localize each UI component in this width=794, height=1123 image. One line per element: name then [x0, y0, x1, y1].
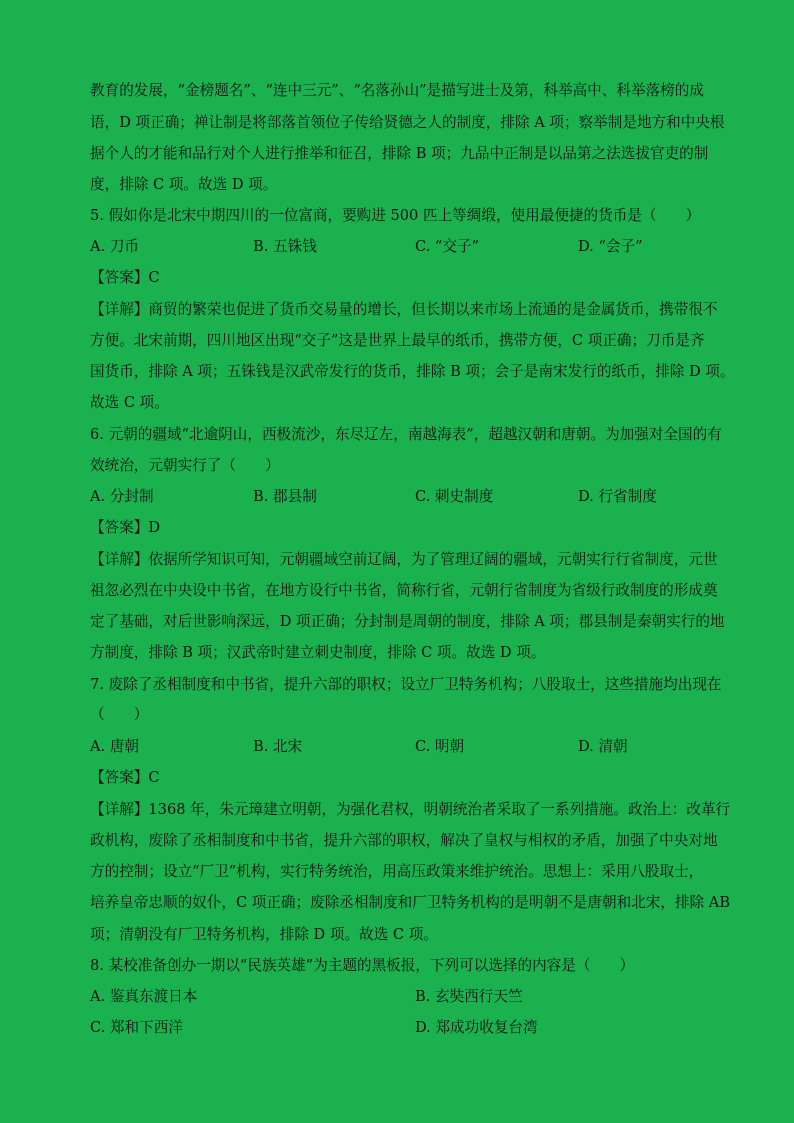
- q5-explanation-line: 方便。北宋前期，四川地区出现“交子”这是世界上最早的纸币，携带方便，C 项正确；刀币是齐: [90, 332, 705, 349]
- q5-option-c: C. “交子”: [415, 238, 480, 255]
- q6-explanation-line: 【详解】依据所学知识可知，元朝疆域空前辽阔，为了管理辽阔的疆域，元朝实行行省制度，元世: [90, 551, 718, 568]
- intro-line: 教育的发展，“金榜题名”、“连中三元”、“名落孙山”是描写进士及第，科举高中、科举落榜的成: [90, 82, 704, 99]
- q7-option-d: D. 清朝: [578, 738, 628, 755]
- q5-explanation-line: 故选 C 项。: [90, 394, 169, 411]
- q6-explanation-line: 祖忽必烈在中央设中书省，在地方设行中书省，简称行省，元朝行省制度为省级行政制度的形成奠: [90, 582, 718, 599]
- q7-explanation-line: 方的控制；设立“厂卫”机构，实行特务统治，用高压政策来维护统治。思想上：采用八股取士，: [90, 863, 704, 880]
- q6-answer: 【答案】D: [90, 519, 161, 536]
- q6-option-d: D. 行省制度: [578, 488, 657, 505]
- q7-explanation-line: 项；清朝没有厂卫特务机构，排除 D 项。故选 C 项。: [90, 926, 438, 943]
- q6-option-a: A. 分封制: [90, 488, 154, 505]
- q7-option-a: A. 唐朝: [90, 738, 140, 755]
- question-7-stem: （ ）: [90, 706, 149, 723]
- q5-explanation-line: 【详解】商贸的繁荣也促进了货币交易量的增长，但长期以来市场上流通的是金属货币，携带很不: [90, 301, 718, 318]
- q7-explanation-line: 培养皇帝忠顺的奴仆，C 项正确；废除丞相制度和厂卫特务机构的是明朝不是唐朝和北宋，排除 AB: [90, 894, 731, 911]
- q6-option-c: C. 刺史制度: [415, 488, 494, 505]
- question-7-stem: 7. 废除了丞相制度和中书省，提升六部的职权；设立厂卫特务机构；八股取士，这些措施均出现在: [90, 676, 722, 693]
- q6-explanation-line: 定了基础，对后世影响深远，D 项正确；分封制是周朝的制度，排除 A 项；郡县制是秦朝实行的地: [90, 613, 725, 630]
- q7-answer: 【答案】C: [90, 769, 160, 786]
- q8-option-b: B. 玄奘西行天竺: [415, 988, 523, 1005]
- q6-option-b: B. 郡县制: [253, 488, 317, 505]
- q8-option-c: C. 郑和下西洋: [90, 1019, 183, 1036]
- q8-option-a: A. 鉴真东渡日本: [90, 988, 198, 1005]
- q6-explanation-line: 方制度，排除 B 项；汉武帝时建立刺史制度，排除 C 项。故选 D 项。: [90, 644, 546, 661]
- question-8-stem: 8. 某校准备创办一期以“民族英雄”为主题的黑板报，下列可以选择的内容是（ ）: [90, 957, 635, 974]
- q5-answer: 【答案】C: [90, 269, 160, 286]
- intro-line: 度，排除 C 项。故选 D 项。: [90, 176, 278, 193]
- q5-explanation-line: 国货币，排除 A 项；五铢钱是汉武帝发行的货币，排除 B 项；会子是南宋发行的纸币，排除 D 项。: [90, 363, 735, 380]
- q7-explanation-line: 【详解】1368 年，朱元璋建立明朝，为强化君权，明朝统治者采取了一系列措施。政治上：改革行: [90, 801, 731, 818]
- question-5-stem: 5. 假如你是北宋中期四川的一位富商，要购进 500 匹上等绸缎，使用最便捷的货币是（ ）: [90, 207, 701, 224]
- q8-option-d: D. 郑成功收复台湾: [415, 1019, 538, 1036]
- intro-line: 据个人的才能和品行对个人进行推举和征召，排除 B 项；九品中正制是以品第之法选拔官吏的制: [90, 145, 709, 162]
- q5-option-b: B. 五铢钱: [253, 238, 317, 255]
- question-6-stem: 6. 元朝的疆域“北逾阴山，西极流沙，东尽辽左，南越海表”，超越汉朝和唐朝。为加强对全国的有: [90, 426, 722, 443]
- q5-option-a: A. 刀币: [90, 238, 140, 255]
- intro-line: 语，D 项正确；禅让制是将部落首领位子传给贤德之人的制度，排除 A 项；察举制是地方和中央根: [90, 114, 725, 131]
- q5-option-d: D. “会子”: [578, 238, 643, 255]
- question-6-stem: 效统治，元朝实行了（ ）: [90, 457, 280, 474]
- q7-option-c: C. 明朝: [415, 738, 465, 755]
- q7-option-b: B. 北宋: [253, 738, 303, 755]
- q7-explanation-line: 政机构，废除了丞相制度和中书省，提升六部的职权，解决了皇权与相权的矛盾，加强了中央对地: [90, 832, 718, 849]
